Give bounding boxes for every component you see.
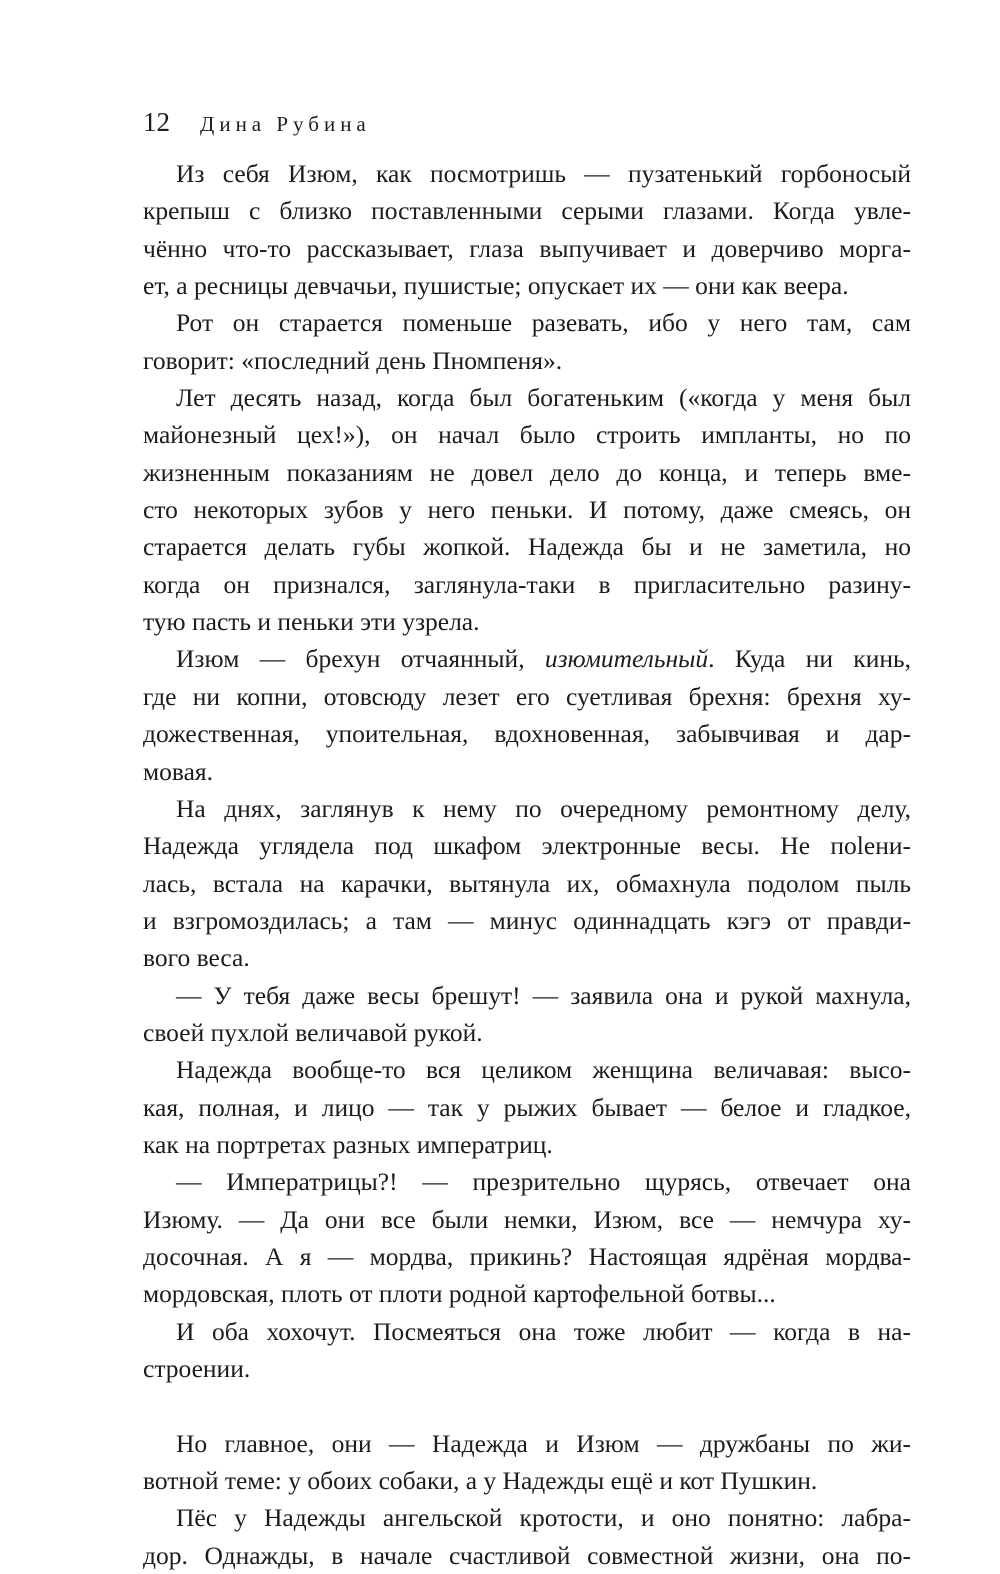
text-line: лась, встала на карачки, вытянула их, обмахнула подолом пыль (143, 868, 911, 898)
text-line: жизненным показаниям не довел дело до конца, и теперь вме- (143, 457, 911, 487)
author-name: Дина Рубина (200, 112, 371, 136)
text-line: Надежда вообще-то вся целиком женщина величавая: высо- (176, 1055, 911, 1085)
text-line: тую пасть и пеньки эти узрела. (143, 607, 480, 637)
section-break (143, 1387, 911, 1424)
text-line: досочная. А я — мордва, прикинь? Настоящая ядрёная мордва- (143, 1241, 911, 1271)
text-line: дор. Однажды, в начале счастливой совместной жизни, она по- (143, 1540, 911, 1570)
body-text (143, 155, 911, 1574)
text-line: На днях, заглянув к нему по очередному ремонтному делу, (176, 793, 911, 823)
text-line: ет, а ресницы девчачьи, пушистые; опускает их — они как веера. (143, 271, 849, 301)
text-line: говорит: «последний день Пномпеня». (143, 345, 563, 375)
text-line: мовая. (143, 756, 214, 786)
text-line: Пёс у Надежды ангельской кротости, и оно понятно: лабра- (176, 1503, 911, 1533)
text-line-part: . Куда ни кинь, (708, 644, 911, 674)
text-line: — У тебя даже весы брешут! — заявила она и рукой махнула, (176, 980, 911, 1010)
text-line: чённо что-то рассказывает, глаза выпучивает и доверчиво морга- (143, 233, 911, 263)
running-header (143, 102, 371, 142)
text-line: И оба хохочут. Посмеяться она тоже любит — когда в на- (176, 1316, 911, 1346)
page-number: 12 (143, 107, 170, 137)
text-line: сто некоторых зубов у него пеньки. И потому, даже смеясь, он (143, 495, 911, 525)
text-line: вотной теме: у обоих собаки, а у Надежды ещё и кот Пушкин. (143, 1466, 818, 1496)
text-line: Надежда углядела под шкафом электронные весы. Не поleни- (143, 831, 911, 861)
text-line: Лет десять назад, когда был богатеньким («когда у меня был (176, 383, 911, 413)
text-line: Но главное, они — Надежда и Изюм — дружбаны по жи- (176, 1428, 911, 1458)
text-line: своей пухлой величавой рукой. (143, 1017, 483, 1047)
text-line: — Императрицы?! — презрительно щурясь, отвечает она (176, 1167, 911, 1197)
text-line: дожественная, упоительная, вдохновенная, забывчивая и дар- (143, 719, 911, 749)
text-line-with-italic (143, 640, 911, 677)
text-line: Рот он старается поменьше разевать, ибо у него там, сам (176, 308, 911, 338)
text-line: когда он признался, заглянула-таки в пригласительно разину- (143, 569, 911, 599)
text-line: как на портретах разных императриц. (143, 1129, 553, 1159)
text-line: крепыш с близко поставленными серыми глазами. Когда увле- (143, 196, 911, 226)
text-line: старается делать губы жопкой. Надежда бы и не заметила, но (143, 532, 911, 562)
text-line: где ни копни, отовсюду лезет его суетливая брехня: брехня ху- (143, 681, 911, 711)
text-line: и взгромоздилась; а там — минус одиннадцать кэгэ от правди- (143, 905, 911, 935)
text-line: вого веса. (143, 943, 250, 973)
text-line-part: Изюм — брехун отчаянный, (176, 644, 545, 674)
text-line: Изюму. — Да они все были немки, Изюм, все — немчура ху- (143, 1204, 911, 1234)
text-line: мордовская, плоть от плоти родной картофельной ботвы... (143, 1279, 776, 1309)
text-line: майонезный цех!»), он начал было строить импланты, но по (143, 420, 911, 450)
text-line: кая, полная, и лицо — так у рыжих бывает — белое и гладкое, (143, 1092, 911, 1122)
italic-word: изюмительный (544, 644, 709, 674)
text-line: Из себя Изюм, как посмотришь — пузатенький горбоносый (176, 159, 911, 188)
text-line: строении. (143, 1354, 251, 1383)
